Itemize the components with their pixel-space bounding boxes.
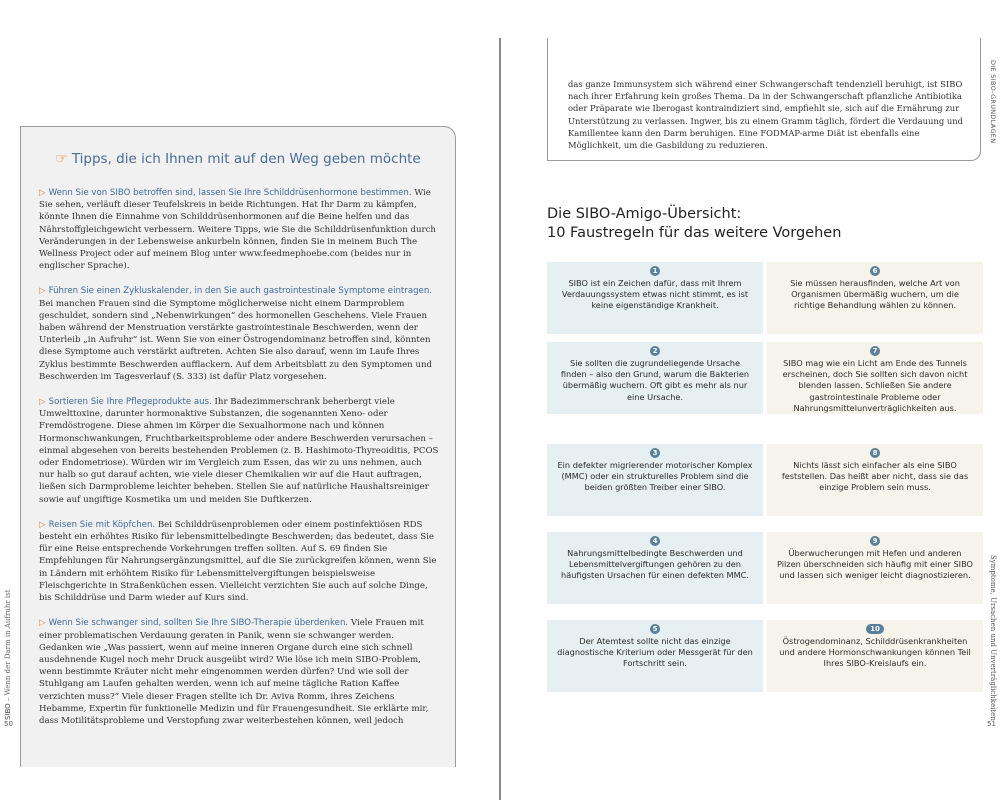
running-head-rest: – Wenn der Darm in Aufruhr ist (4, 589, 12, 704)
section-running-head-text: DIE SIBO-GRUNDLAGEN (989, 60, 997, 144)
tip-item (39, 396, 439, 506)
page-gutter-line (499, 38, 501, 800)
overview-title (547, 205, 841, 243)
right-page (503, 0, 1000, 800)
tips-title (21, 151, 455, 167)
triangle-bullet-icon: ▷ (39, 618, 46, 629)
number-badge: 6 (870, 266, 880, 276)
triangle-bullet-icon: ▷ (39, 397, 46, 408)
number-badge: 9 (870, 536, 880, 546)
tip-body: Ihr Badezimmerschrank beherbergt viele Umwelttoxine, darunter hormonaktive Substanzen, die sogenannten Xeno- oder Fremdöstrogene. Diese ahmen im Körper die Sexualhormone nach und können Hormonschwankungen, Fruchtbarkeitsprobleme oder andere Beschwerden verursachen – einmal abgesehen von bereits bestehenden Problemen (z. B. Hashimoto-Thyreoiditis, PCOS oder Endometriose). Würden wir im Vergleich zum Essen, das wir zu uns nehmen, auch nur halb so gut darauf achten, wie viele dieser Chemikalien wir auf die Haut auftragen, ließen sich Darmprobleme leichter beheben. Stellen Sie auf natürliche Haushaltsreiniger sowie auf ungiftige Kosmetika um und meiden Sie Duftkerzen. (39, 397, 439, 505)
left-running-head (4, 570, 18, 720)
rule-card (767, 444, 983, 516)
triangle-bullet-icon: ▷ (39, 519, 46, 530)
rule-text: Nahrungsmittelbedingte Beschwerden und Lebensmittelvergiftungen gehören zu den häufigsten Ursachen für einen defekten MMC. (561, 548, 749, 581)
pointing-hand-icon: ☞ (55, 151, 68, 167)
tip-body: Wie Sie sehen, verläuft dieser Teufelskreis in beide Richtungen. Hat Ihr Darm zu kämpfen, könnte Ihnen die Einnahme von Schilddrüsenhormonen auf die Beine helfen und das Nährstoffgleichgewicht verbessern. Weitere Tipps, wie Sie die Schilddrüsenfunktion durch Veränderungen in der Lebensweise ankurbeln können, finden Sie in meinem Buch The Wellness Project oder auf meinem Blog unter www.feedmephoebe.com (beides nur in englischer Sprache). (39, 188, 436, 272)
continued-text: das ganze Immunsystem sich während einer Schwangerschaft tendenziell beruhigt, ist SIBO nach ihrer Erfahrung kein großes Thema. Da in der Schwangerschaft pflanzliche Antibiotika oder Präparate wie Iberogast kontraindiziert sind, empfiehlt sie, sich auf die Ernährung zur Unterstützung zu verlassen. Ingwer, bis zu einem Gramm täglich, fördert die Verdauung und Kamillentee kann den Darm beruhigen. Eine FODMAP-arme Diät ist ebenfalls eine Möglichkeit, um die Gasbildung zu reduzieren. (568, 79, 963, 151)
rule-card (767, 532, 983, 604)
tips-box (20, 126, 456, 767)
tip-heading: Sortieren Sie Ihre Pflegeprodukte aus. (48, 397, 212, 408)
rule-text: Sie müssen herausfinden, welche Art von Organismen übermäßig wuchern, um die richtige Behandlung wählen zu können. (790, 278, 960, 311)
tip-item (39, 285, 439, 383)
rule-text: SIBO mag wie ein Licht am Ende des Tunnels erscheinen, doch Sie sollten sich davon nicht blenden lassen. Schließen Sie andere gastrointestinale Probleme oder Nahrungsmittelunverträglichkeiten aus. (782, 358, 968, 413)
number-badge: 3 (650, 448, 660, 458)
tip-heading: Führen Sie einen Zykluskalender, in den Sie auch gastrointestinale Symptome eintragen. (48, 286, 433, 297)
tip-heading: Reisen Sie mit Köpfchen. (48, 519, 156, 530)
overview-title-line1: Die SIBO-Amigo-Übersicht: (547, 206, 742, 222)
tip-item (39, 519, 439, 604)
rule-card (767, 262, 983, 334)
page-number-left: 50 (4, 720, 13, 728)
rule-text: Ein defekter migrierender motorischer Komplex (MMC) oder ein strukturelles Problem sind die beiden größten Treiber einer SIBO. (557, 460, 753, 493)
rule-card (547, 532, 763, 604)
running-head-bold: SIBO (4, 703, 12, 720)
tip-heading: Wenn Sie von SIBO betroffen sind, lassen Sie Ihre Schilddrüsenhormone bestimmen. (48, 188, 412, 198)
number-badge: 8 (870, 448, 880, 458)
tip-item (39, 187, 439, 272)
page-number-right: 51 (987, 720, 996, 728)
tips-list (39, 187, 439, 740)
tips-title-text: Tipps, die ich Ihnen mit auf den Weg geben möchte (71, 151, 421, 167)
section-running-head (985, 60, 999, 150)
continued-tip-box (547, 38, 981, 161)
rule-card (547, 444, 763, 516)
tip-body: Bei Schilddrüsenproblemen oder einem postinfektiösen RDS besteht ein erhöhtes Risiko für lebensmittelbedingte Beschwerden; das bedeutet, dass Sie für eine Reise entsprechende Vorkehrungen treffen sollten. Auf S. 69 finden Sie Empfehlungen für Nahrungsergänzungsmittel, auf die Sie zurückgreifen können, wenn Sie in Ländern mit erhöhtem Risiko für Lebensmittelvergiftungen beispielsweise Fleischgerichte in Straßenküchen essen. Vielleicht verzichten Sie auch auf solche Dinge, bis Schilddrüse und Darm wieder auf Kurs sind. (39, 519, 437, 604)
rule-card (547, 342, 763, 414)
tip-item (39, 617, 439, 727)
rule-card (767, 620, 983, 692)
rule-text: Überwucherungen mit Hefen und anderen Pilzen überschneiden sich häufig mit einer SIBO und lassen sich weniger leicht diagnostizieren. (777, 548, 973, 581)
rule-text: Sie sollten die zugrundeliegende Ursache finden – also den Grund, warum die Bakterien übermäßig wuchern. Oft gibt es mehr als nur eine Ursache. (560, 358, 750, 402)
rule-text: Östrogendominanz, Schilddrüsenkrankheiten und andere Hormonschwankungen können Teil Ihres SIBO-Kreislaufs ein. (779, 636, 971, 669)
rule-text: SIBO ist ein Zeichen dafür, dass mit Ihrem Verdauungssystem etwas nicht stimmt, es ist keine eigenständige Krankheit. (561, 278, 749, 311)
tip-body: Bei manchen Frauen sind die Symptome möglicherweise nicht einem Darmproblem geschuldet, sondern sind „Nebenwirkungen“ des hormonellen Geschehens. Viele Frauen haben während der Menstruation verstärkte gastrointestinale Beschwerden, wenn der Unterleib „in Aufruhr“ ist. Wenn Sie von einer Östrogendominanz betroffen sind, könnten diese Symptome auch verstärkt auftreten. Achten Sie also darauf, wenn im Laufe Ihres Zyklus bestimmte Beschwerden aufflackern. Auf dem Arbeitsblatt zu den Symptomen und Beschwerden im Tagesverlauf (S. 333) ist dafür Platz vorgesehen. (39, 298, 433, 382)
number-badge: 1 (650, 266, 660, 276)
triangle-bullet-icon: ▷ (39, 286, 46, 297)
number-badge: 10 (866, 624, 884, 634)
number-badge: 5 (650, 624, 660, 634)
rule-card (767, 342, 983, 414)
number-badge: 7 (870, 346, 880, 356)
right-running-head-text: Symptome, Ursachen und Unverträglichkeiten (989, 555, 997, 721)
number-badge: 2 (650, 346, 660, 356)
overview-title-line2: 10 Faustregeln für das weitere Vorgehen (547, 225, 842, 241)
rule-card (547, 262, 763, 334)
rule-card (547, 620, 763, 692)
number-badge: 4 (650, 536, 660, 546)
right-running-head (985, 555, 999, 720)
rule-text: Nichts lässt sich einfacher als eine SIBO feststellen. Das heißt aber nicht, dass sie das einzige Problem sein muss. (781, 460, 969, 493)
triangle-bullet-icon: ▷ (39, 188, 46, 198)
tip-heading: Wenn Sie schwanger sind, sollten Sie Ihre SIBO-Therapie überdenken. (48, 618, 349, 629)
left-page (0, 0, 497, 800)
rule-text: Der Atemtest sollte nicht das einzige diagnostische Kriterium oder Messgerät für den Fortschritt sein. (557, 636, 753, 669)
tip-body: Viele Frauen mit einer problematischen Verdauung geraten in Panik, wenn sie schwanger werden. Gedanken wie „Was passiert, wenn auf meine inneren Organe durch eine sich schnell ausdehnende Kugel noch mehr Druck ausgeübt wird? Wie löse ich mein SIBO-Problem, wenn bestimmte Kräuter nicht mehr eingenommen werden dürfen? Und wie soll der Stuhlgang am Laufen gehalten werden, wenn ich auf meine tägliche Ration Kaffee verzichten muss?“ Viele dieser Fragen stellte ich Dr. Aviva Romm, ihres Zeichens Hebamme, Expertin für funktionelle Medizin und für Frauengesundheit. Sie erklärte mir, dass Motilitätsprobleme und Verstopfung zwar weiterbestehen können, weil jedoch (39, 618, 429, 726)
